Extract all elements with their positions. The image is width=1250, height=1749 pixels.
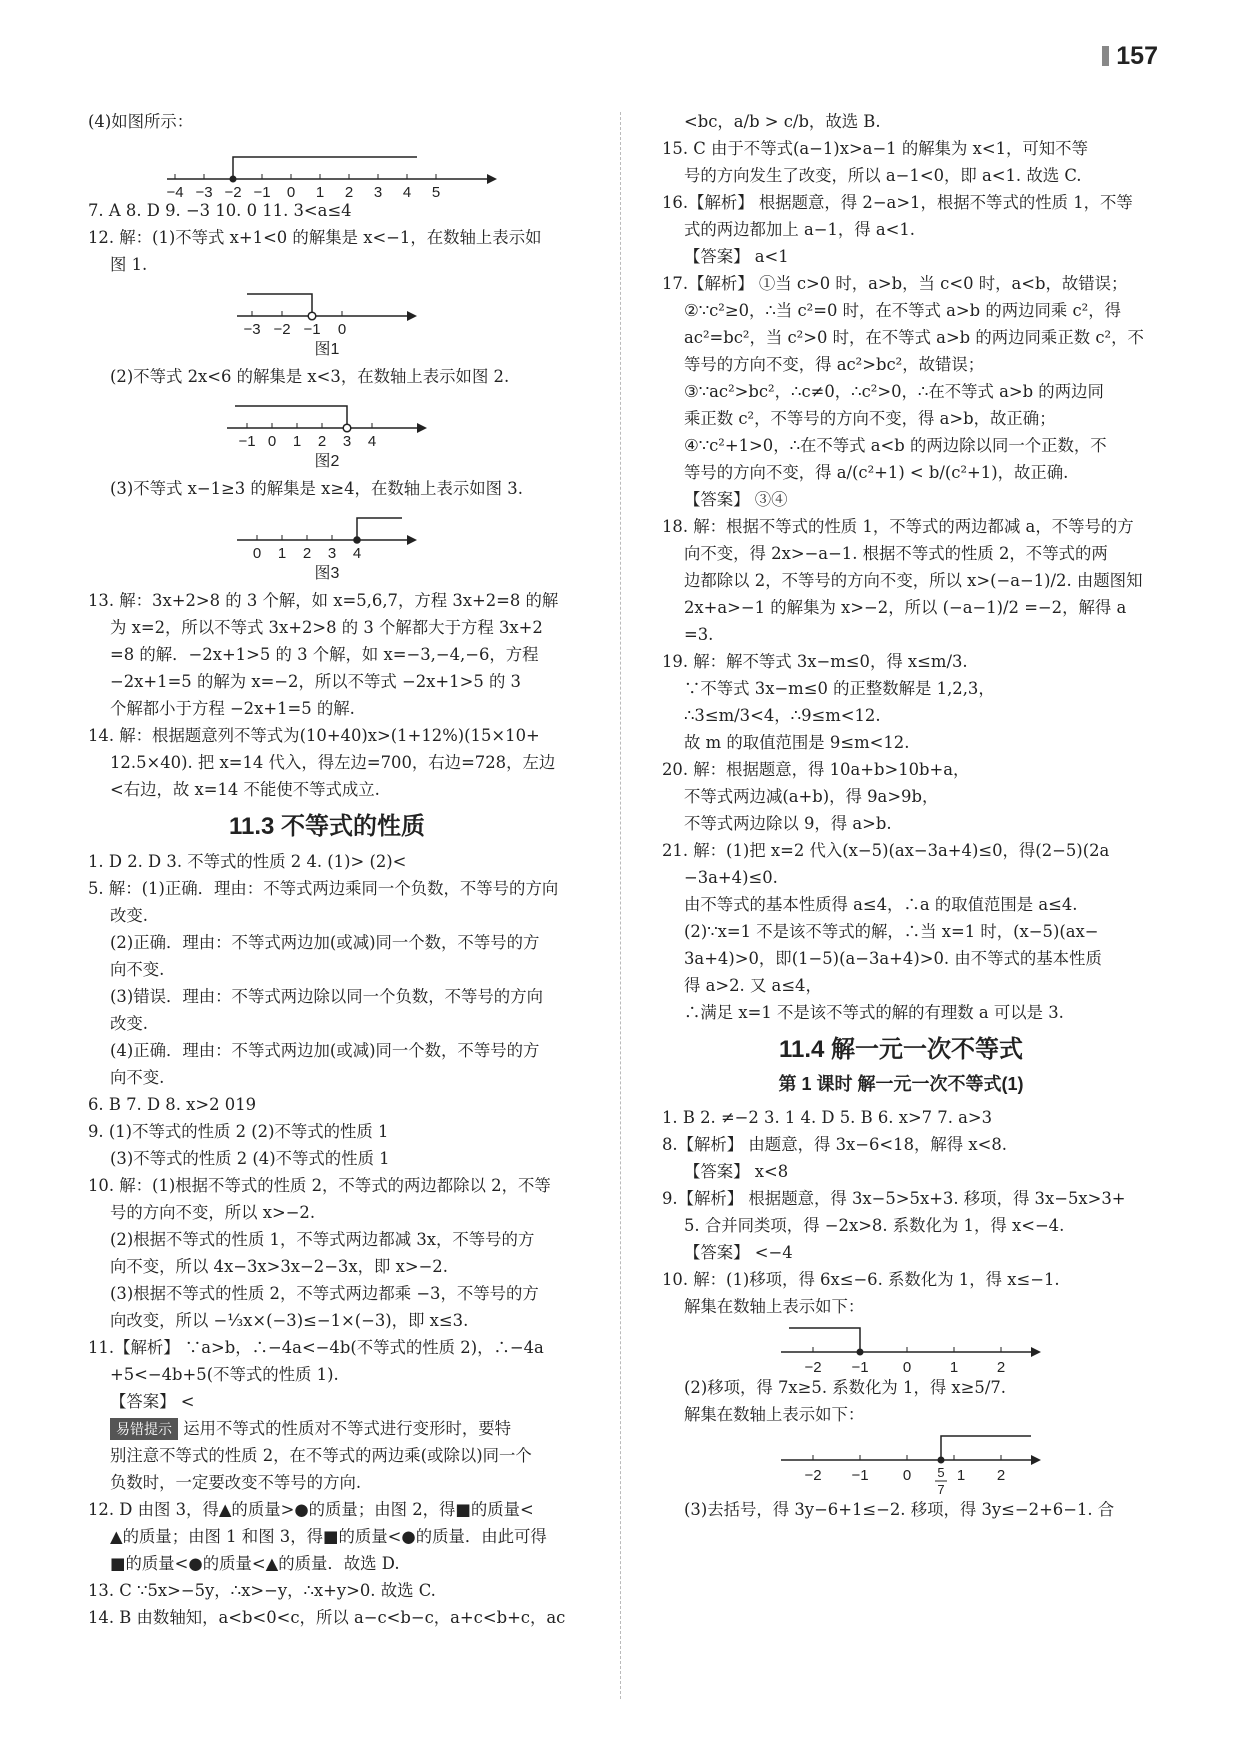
text-line: (3)根据不等式的性质 2，不等式两边都乘 −3，不等号的方 <box>110 1284 539 1303</box>
tick-label: 0 <box>286 184 296 197</box>
text-line: 向不变，得 2x>−a−1. 根据不等式的性质 2，不等式的两 <box>684 544 1108 563</box>
text-line: 【答案】 ③④ <box>684 490 788 509</box>
tick-label: −1 <box>238 433 256 448</box>
text-line: 向不变，所以 4x−3x>3x−2−3x，即 x>−2. <box>110 1257 448 1276</box>
text-line: (2)移项，得 7x≥5. 系数化为 1，得 x≥5/7. <box>684 1378 1007 1397</box>
fraction-denominator: 7 <box>937 1482 945 1496</box>
tick-label: −2 <box>804 1359 822 1374</box>
text-line: 改变. <box>110 906 148 925</box>
tick-label: 3 <box>373 184 383 197</box>
text-line: ∵不等式 3x−m≤0 的正整数解是 1,2,3， <box>684 679 995 698</box>
text-line: 15. C 由于不等式(a−1)x>a−1 的解集为 x<1，可知不等 <box>662 139 1088 158</box>
text-line: (3)去括号，得 3y−6+1≤−2. 移项，得 3y≤−2+6−1. 合 <box>684 1500 1115 1519</box>
text-line: 10. 解：(1)根据不等式的性质 2，不等式的两边都除以 2，不等 <box>88 1176 551 1195</box>
text-line: 别注意不等式的性质 2，在不等式的两边乘(或除以)同一个 <box>110 1446 532 1465</box>
tick-label: 1 <box>277 545 287 560</box>
tick-label: 2 <box>996 1359 1006 1374</box>
text-line: 8.【解析】 由题意，得 3x−6<18，解得 x<8. <box>662 1135 1007 1154</box>
text-line: 【答案】 a<1 <box>684 247 789 266</box>
page-number-text: 157 <box>1116 42 1158 70</box>
tick-label: 4 <box>352 545 362 560</box>
tick-label: 2 <box>302 545 312 560</box>
text-line: 乘正数 c²，不等号的方向不变，得 a>b，故正确； <box>684 409 1056 428</box>
text-line: (3)不等式 x−1≥3 的解集是 x≥4，在数轴上表示如图 3. <box>110 479 523 498</box>
text-line: 号的方向不变，所以 x>−2. <box>110 1203 316 1222</box>
lesson-title: 第 1 课时 解一元一次不等式(1) <box>778 1074 1024 1094</box>
column-divider <box>620 112 621 1699</box>
text-line: 6. B 7. D 8. x>2 019 <box>88 1095 257 1114</box>
text-line: 等号的方向不变，得 ac²>bc²，故错误； <box>684 355 985 374</box>
text-line: 3a+4)>0，即(1−5)(a−3a+4)>0. 由不等式的基本性质 <box>684 949 1102 968</box>
text-line: 故 m 的取值范围是 9≤m<12. <box>684 733 910 752</box>
text-line: 解集在数轴上表示如下： <box>684 1297 865 1316</box>
text-line: 得 a>2. 又 a≤4， <box>684 976 822 995</box>
text-line: 【答案】 < <box>110 1392 195 1411</box>
text-line: <右边，故 x=14 不能使不等式成立. <box>110 780 380 799</box>
text-line: ④∵c²+1>0，∴在不等式 a<b 的两边除以同一个正数，不 <box>684 436 1107 455</box>
section-title: 11.3 不等式的性质 <box>228 813 426 840</box>
number-line-q10-2 <box>751 1430 1051 1496</box>
text-line: 解集在数轴上表示如下： <box>684 1405 865 1424</box>
text-line: 18. 解：根据不等式的性质 1，不等式的两边都减 a，不等号的方 <box>662 517 1134 536</box>
text-line: −2x+1=5 的解为 x=−2，所以不等式 −2x+1>5 的 3 <box>110 672 521 691</box>
tick-label: 4 <box>367 433 377 448</box>
text-line: 【答案】 <−4 <box>684 1243 793 1262</box>
text-line: (4)正确．理由：不等式两边加(或减)同一个数，不等号的方 <box>110 1041 540 1060</box>
text-line: 边都除以 2，不等号的方向不变，所以 x>(−a−1)/2. 由题图知 <box>684 571 1143 590</box>
page-marker-icon <box>1102 46 1109 66</box>
tick-label: −3 <box>243 321 261 336</box>
text-line: 17.【解析】 ①当 c>0 时，a>b，当 c<0 时，a<b，故错误； <box>662 274 1128 293</box>
number-line-fig2 <box>217 392 437 448</box>
tick-label: 2 <box>317 433 327 448</box>
tick-label: 0 <box>902 1467 912 1484</box>
text-line: 16.【解析】 根据题意，得 2−a>1，根据不等式的性质 1，不等 <box>662 193 1133 212</box>
text-line: 12.5×40). 把 x=14 代入，得左边=700，右边=728，左边 <box>110 753 556 772</box>
text-line: 式的两边都加上 a−1，得 a<1. <box>684 220 916 239</box>
tick-label: −2 <box>224 184 242 197</box>
text-line: ②∵c²≥0，∴当 c²=0 时，在不等式 a>b 的两边同乘 c²，得 <box>684 301 1122 320</box>
text-line: 等号的方向不变，得 a/(c²+1) < b/(c²+1)，故正确. <box>684 463 1069 482</box>
text-line: ▲的质量；由图 1 和图 3，得■的质量<●的质量．由此可得 <box>110 1527 547 1546</box>
text-line: 图 1. <box>110 255 148 274</box>
text-line: 向改变，所以 −⅓x×(−3)≤−1×(−3)，即 x≤3. <box>110 1311 469 1330</box>
text-line: (3)不等式的性质 2 (4)不等式的性质 1 <box>110 1149 390 1168</box>
error-tip-tag: 易错提示 <box>110 1418 178 1440</box>
tick-label: 1 <box>949 1359 959 1374</box>
text-line: ■的质量<●的质量<▲的质量．故选 D. <box>110 1554 400 1573</box>
text-line: +5<−4b+5(不等式的性质 1). <box>110 1365 339 1384</box>
text-line: ∴满足 x=1 不是该不等式的解的有理数 a 可以是 3. <box>684 1003 1064 1022</box>
tick-label: −1 <box>303 321 321 336</box>
tick-label: 3 <box>327 545 337 560</box>
text-line: 为 x=2，所以不等式 3x+2>8 的 3 个解都大于方程 3x+2 <box>110 618 543 637</box>
text-line: 20. 解：根据题意，得 10a+b>10b+a， <box>662 760 970 779</box>
tick-label: 5 <box>431 184 441 197</box>
text-line: 向不变. <box>110 1068 165 1087</box>
text-span: 运用不等式的性质对不等式进行变形时，要特 <box>178 1419 512 1438</box>
text-line: 14. 解：根据题意列不等式为(10+40)x>(1+12%)(15×10+ <box>88 726 540 745</box>
tick-label: −2 <box>804 1467 822 1484</box>
text-line: 负数时，一定要改变不等号的方向. <box>110 1473 362 1492</box>
text-line: 5. 合并同类项，得 −2x>8. 系数化为 1，得 x<−4. <box>684 1216 1065 1235</box>
figure-caption: 图2 <box>314 453 340 470</box>
text-line: (2)根据不等式的性质 1，不等式两边都减 3x，不等号的方 <box>110 1230 535 1249</box>
text-line: 13. 解：3x+2>8 的 3 个解，如 x=5,6,7，方程 3x+2=8 的解 <box>88 591 559 610</box>
text-line: (2)不等式 2x<6 的解集是 x<3，在数轴上表示如图 2. <box>110 367 510 386</box>
text-line: <bc，a/b > c/b，故选 B. <box>684 112 881 131</box>
text-line: 7. A 8. D 9. −3 10. 0 11. 3<a≤4 <box>88 201 352 220</box>
text-line: ∴3≤m/3<4，∴9≤m<12. <box>684 706 881 725</box>
text-line: (2)正确．理由：不等式两边加(或减)同一个数，不等号的方 <box>110 933 540 952</box>
text-line: ac²=bc²，当 c²>0 时，在不等式 a>b 的两边同乘正数 c²，不 <box>684 328 1144 347</box>
tick-label: 3 <box>342 433 352 448</box>
tick-label: 0 <box>252 545 262 560</box>
text-line: 改变. <box>110 1014 148 1033</box>
text-line: 号的方向发生了改变，所以 a−1<0，即 a<1. 故选 C. <box>684 166 1082 185</box>
text-line: (2)∵x=1 不是该不等式的解，∴当 x=1 时，(x−5)(ax− <box>684 922 1099 941</box>
text-line: 10. 解：(1)移项，得 6x≤−6. 系数化为 1，得 x≤−1. <box>662 1270 1060 1289</box>
number-line-q4 <box>147 137 507 197</box>
text-line: 由不等式的基本性质得 a≤4，∴a 的取值范围是 a≤4. <box>684 895 1078 914</box>
tick-label: −3 <box>195 184 213 197</box>
tick-label: −4 <box>166 184 184 197</box>
text-line: −3a+4)≤0. <box>684 868 778 887</box>
tick-label: −1 <box>851 1467 869 1484</box>
number-line-fig3 <box>227 504 427 560</box>
text-line: 9.【解析】 根据题意，得 3x−5>5x+3. 移项，得 3x−5x>3+ <box>662 1189 1126 1208</box>
tick-label: 1 <box>292 433 302 448</box>
tip-line <box>88 1415 566 1442</box>
tick-label: −1 <box>851 1359 869 1374</box>
text-line: 不等式两边除以 9，得 a>b. <box>684 814 892 833</box>
tick-label: 2 <box>996 1467 1006 1484</box>
section-title: 11.4 解一元一次不等式 <box>778 1036 1024 1063</box>
text-line: 12. D 由图 3，得▲的质量>●的质量；由图 2，得■的质量< <box>88 1500 534 1519</box>
right-column <box>662 108 1144 1523</box>
text-line: 不等式两边减(a+b)，得 9a>9b， <box>684 787 939 806</box>
number-line-q10-1 <box>751 1322 1051 1374</box>
text-line: 2x+a>−1 的解集为 x>−2，所以 (−a−1)/2 =−2，解得 a <box>684 598 1127 617</box>
text-line: =3. <box>684 625 714 644</box>
figure-caption: 图3 <box>314 565 340 582</box>
text-line: 9. (1)不等式的性质 2 (2)不等式的性质 1 <box>88 1122 389 1141</box>
tick-label: 0 <box>902 1359 912 1374</box>
tick-label: 2 <box>344 184 354 197</box>
text-line: 14. B 由数轴知，a<b<0<c，所以 a−c<b−c，a+c<b+c，ac <box>88 1608 566 1627</box>
text-line: 21. 解：(1)把 x=2 代入(x−5)(ax−3a+4)≤0，得(2−5)(2a <box>662 841 1110 860</box>
text-line: 1. D 2. D 3. 不等式的性质 2 4. (1)> (2)< <box>88 852 407 871</box>
text-line: =8 的解．−2x+1>5 的 3 个解，如 x=−3,−4,−6，方程 <box>110 645 539 664</box>
left-column <box>88 108 566 1631</box>
tick-label: 1 <box>315 184 325 197</box>
tick-label: −1 <box>253 184 271 197</box>
text-line: 11.【解析】 ∵a>b，∴−4a<−4b(不等式的性质 2)，∴−4a <box>88 1338 544 1357</box>
page-number <box>1102 42 1158 71</box>
tick-label: 4 <box>402 184 412 197</box>
text-line: 个解都小于方程 −2x+1=5 的解. <box>110 699 355 718</box>
number-line-fig1 <box>227 280 427 336</box>
text-line: 5. 解：(1)正确．理由：不等式两边乘同一个负数，不等号的方向 <box>88 879 559 898</box>
text-line: 12. 解：(1)不等式 x+1<0 的解集是 x<−1，在数轴上表示如 <box>88 228 542 247</box>
text-line: (4)如图所示： <box>88 112 194 131</box>
text-line: 1. B 2. ≠−2 3. 1 4. D 5. B 6. x>7 7. a>3 <box>662 1108 993 1127</box>
tick-label: −2 <box>273 321 291 336</box>
text-line: 13. C ∵5x>−5y，∴x>−y，∴x+y>0. 故选 C. <box>88 1581 436 1600</box>
figure-caption: 图1 <box>314 341 340 358</box>
tick-label: 0 <box>267 433 277 448</box>
text-line: 19. 解：解不等式 3x−m≤0，得 x≤m/3. <box>662 652 968 671</box>
text-line: 向不变. <box>110 960 165 979</box>
tick-label: 1 <box>956 1467 966 1484</box>
text-line: ③∵ac²>bc²，∴c≠0，∴c²>0，∴在不等式 a>b 的两边同 <box>684 382 1104 401</box>
fraction-numerator: 5 <box>937 1465 945 1480</box>
text-line: 【答案】 x<8 <box>684 1162 789 1181</box>
tick-label: 0 <box>337 321 347 336</box>
text-line: (3)错误．理由：不等式两边除以同一个负数，不等号的方向 <box>110 987 543 1006</box>
